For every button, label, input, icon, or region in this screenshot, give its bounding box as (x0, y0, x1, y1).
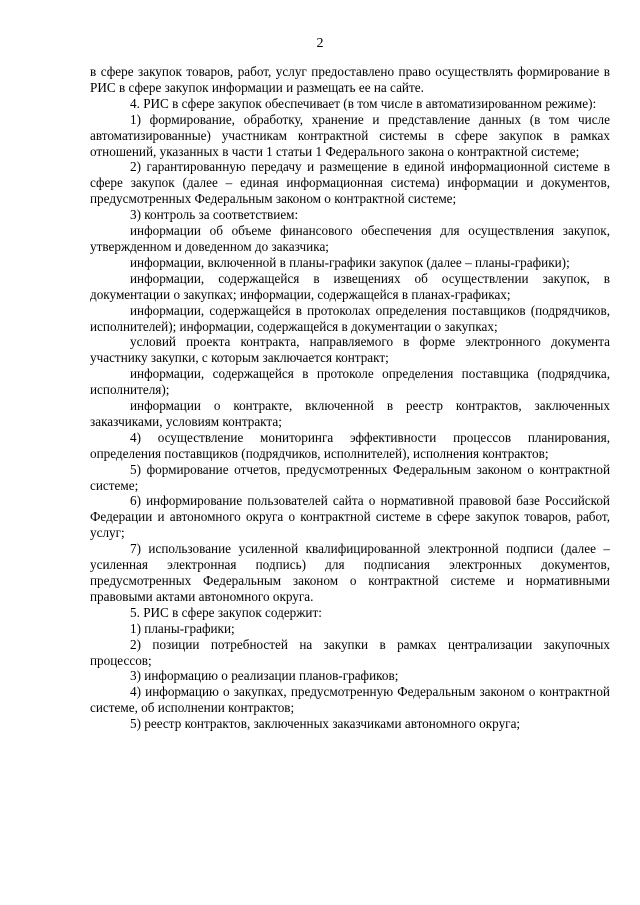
list-item: 3) контроль за соответствием: (130, 207, 299, 223)
list-item: 4) информацию о закупках, предусмотренную Федеральным законом о контрактной системе, об исполнении контрактов; (90, 684, 610, 716)
list-item: 2) гарантированную передачу и размещение в единой информационной системе в сфере закупок (далее – единая информационная система) информации и документов, предусмотренных Федеральным законом о контрактной системе; (90, 159, 610, 207)
list-item: 5) реестр контрактов, заключенных заказчиками автономного округа; (130, 716, 521, 732)
sub-item: информации, содержащейся в извещениях об осуществлении закупок, в документации о закупках; информации, содержащейся в планах-графиках; (90, 270, 610, 302)
list-item: 2) позиции потребностей на закупки в рамках централизации закупочных процессов; (90, 636, 610, 668)
sub-item: информации, содержащейся в протоколе определения поставщика (подрядчика, исполнителя); (90, 366, 610, 398)
sub-item: информации, включенной в планы-графики закупок (далее – планы-графики); (130, 254, 570, 270)
list-item: 3) информацию о реализации планов-графиков; (130, 668, 399, 684)
paragraph: 4. РИС в сфере закупок обеспечивает (в том числе в автоматизированном режиме): (130, 95, 597, 111)
list-item: 7) использование усиленной квалифицированной электронной подписи (далее – усиленная электронная подпись) для подписания электронных документов, предусмотренных Федеральным законом о контрактной системе и нормативными правовыми актами автономного округа. (90, 541, 610, 604)
list-item: 4) осуществление мониторинга эффективности процессов планирования, определения поставщиков (подрядчиков, исполнителей), исполнения контрактов; (90, 429, 610, 461)
list-item: 5) формирование отчетов, предусмотренных Федеральным законом о контрактной системе; (90, 461, 610, 493)
page-number: 2 (316, 36, 324, 51)
sub-item: условий проекта контракта, направляемого в форме электронного документа участнику закупки, с которым заключается контракт; (90, 334, 610, 366)
sub-item: информации о контракте, включенной в реестр контрактов, заключенных заказчиками, условиям контракта; (90, 398, 610, 429)
list-item: 1) формирование, обработку, хранение и представление данных (в том числе автоматизированные) участникам контрактной системы в сфере закупок в рамках отношений, указанных в части 1 статьи 1 Федерального закона о контрактной системе; (90, 111, 610, 159)
document-body (90, 64, 610, 732)
paragraph: 5. РИС в сфере закупок содержит: (130, 604, 322, 620)
list-item: 1) планы-графики; (130, 620, 235, 636)
sub-item: информации, содержащейся в протоколах определения поставщиков (подрядчиков, исполнителей); информации, содержащейся в документации о закупках; (90, 302, 610, 334)
sub-item: информации об объеме финансового обеспечения для осуществления закупок, утвержденном и доведенном до заказчика; (90, 223, 610, 254)
list-item: 6) информирование пользователей сайта о нормативной правовой базе Российской Федерации и автономного округа о контрактной системе в сфере закупок товаров, работ, услуг; (90, 493, 610, 541)
paragraph: в сфере закупок товаров, работ, услуг предоставлено право осуществлять формирование в РИС в сфере закупок информации и размещать ее на сайте. (90, 64, 610, 95)
